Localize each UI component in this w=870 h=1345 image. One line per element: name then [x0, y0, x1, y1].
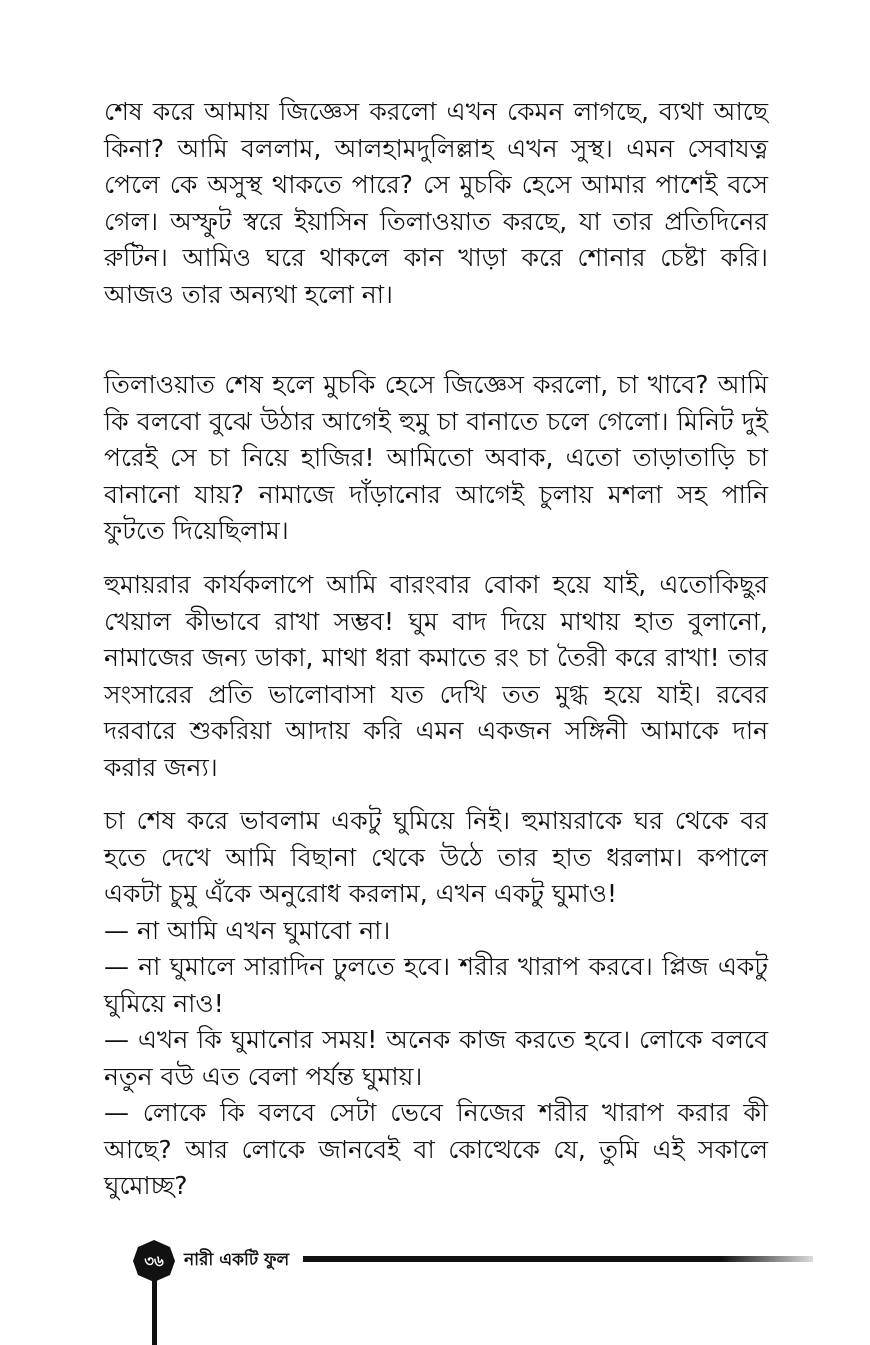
paragraph-1	[104, 94, 768, 313]
dialogue-line-1: — না আমি এখন ঘুমাবো না।	[104, 915, 391, 945]
dialogue-line-4: — লোকে কি বলবে সেটা ভেবে নিজের শরীর খারাপ করার কী আছে? আর লোকে জানবেই বা কোত্থেকে যে, তুমি এই সকালে ঘুমোচ্ছ?	[104, 1098, 768, 1200]
page-number: ৩৬	[144, 1252, 164, 1270]
book-title: নারী একটি ফুল	[184, 1250, 290, 1270]
paragraph-text: তিলাওয়াত শেষ হলে মুচকি হেসে জিজ্ঞেস করলো, চা খাবে? আমি কি বলবো বুঝে উঠার আগেই হুমু চা বানাতে চলে গেলো। মিনিট দুই পরেই সে চা নিয়ে হাজির! আমিতো অবাক, এতো তাড়াতাড়ি চা বানানো যায়? নামাজে দাঁড়ানোর আগেই চুলায় মশলা সহ পানি ফুটতে দিয়েছিলাম।	[104, 370, 768, 545]
paragraph-text: হুমায়রার কার্যকলাপে আমি বারংবার বোকা হয়ে যাই, এতোকিছুর খেয়াল কীভাবে রাখা সম্ভব! ঘুম বাদ দিয়ে মাথায় হাত বুলানো, নামাজের জন্য ডাকা, মাথা ধরা কমাতে রং চা তৈরী করে রাখা! তার সংসারের প্রতি ভালোবাসা যত দেখি তত মুগ্ধ হয়ে যাই। রবের দরবারে শুকরিয়া আদায় করি এমন একজন সঙ্গিনী আমাকে দান করার জন্য।	[104, 570, 768, 782]
paragraph-3	[104, 567, 768, 786]
dialogue-section	[104, 803, 768, 1205]
paragraph-text: শেষ করে আমায় জিজ্ঞেস করলো এখন কেমন লাগছে, ব্যথা আছে কিনা? আমি বললাম, আলহামদুলিল্লাহ এখন সুস্থ। এমন সেবাযত্ন পেলে কে অসুস্থ থাকতে পারে? সে মুচকি হেসে আমার পাশেই বসে গেল। অস্ফুট স্বরে ইয়াসিন তিলাওয়াত করছে, যা তার প্রতিদিনের রুটিন। আমিও ঘরে থাকলে কান খাড়া করে শোনার চেষ্টা করি। আজও তার অন্যথা হলো না।	[104, 97, 768, 309]
dialogue-intro: চা শেষ করে ভাবলাম একটু ঘুমিয়ে নিই। হুমায়রাকে ঘর থেকে বর হতে দেখে আমি বিছানা থেকে উঠে তার হাত ধরলাম। কপালে একটা চুমু এঁকে অনুরোধ করলাম, এখন একটু ঘুমাও!	[104, 806, 768, 908]
paragraph-2	[104, 367, 768, 550]
dialogue-line-2: — না ঘুমালে সারাদিন ঢুলতে হবে। শরীর খারাপ করবে। প্লিজ একটু ঘুমিয়ে নাও!	[104, 952, 768, 1018]
page-footer	[0, 1235, 870, 1345]
page-number-badge	[132, 1239, 176, 1283]
dialogue-line-3: — এখন কি ঘুমানোর সময়! অনেক কাজ করতে হবে। লোকে বলবে নতুন বউ এত বেলা পর্যন্ত ঘুমায়।	[104, 1025, 768, 1091]
footer-rule	[303, 1256, 813, 1262]
